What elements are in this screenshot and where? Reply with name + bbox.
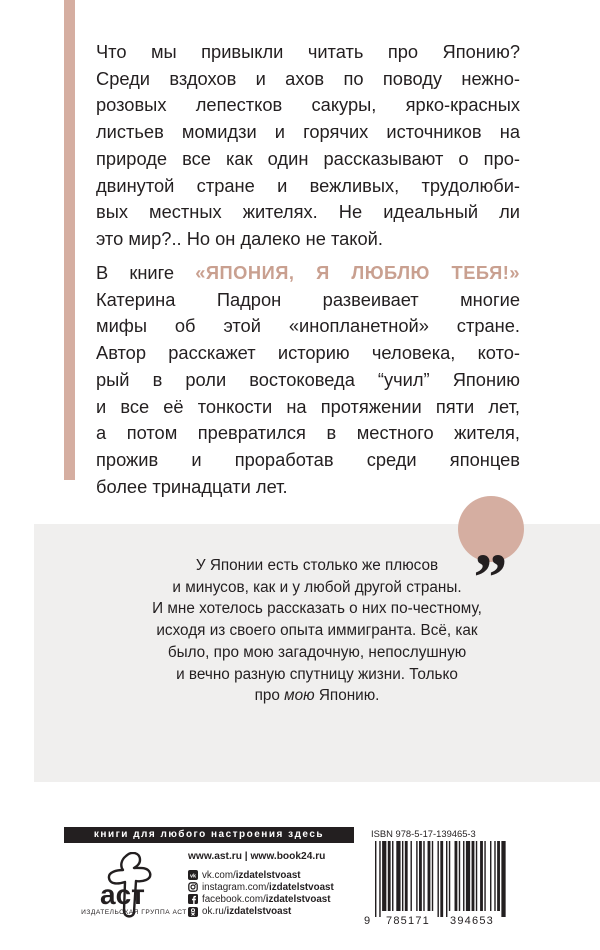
text-line: Среди вздохов и ахов по поводу нежно-	[96, 67, 520, 89]
text-line: рый в роли востоковеда “учил” Японию	[96, 368, 520, 390]
barcode-bar	[375, 841, 376, 917]
social-link-vk[interactable]	[188, 869, 334, 881]
barcode-bar	[411, 841, 412, 911]
text-line: природе все как один рассказывают о про-	[96, 147, 520, 169]
instagram-icon	[188, 882, 198, 892]
quote-line	[34, 685, 600, 707]
barcode-bar	[466, 841, 470, 911]
link-prefix: facebook.com/	[202, 893, 266, 905]
barcode-digits-right: 394653	[450, 915, 494, 926]
barcode-bar	[432, 841, 433, 911]
text-line: а потом превратился в местного жителя,	[96, 422, 520, 444]
barcode-bar	[428, 841, 431, 911]
barcode-bar	[494, 841, 495, 911]
text-line: Катерина Падрон развеивает многие	[96, 288, 520, 310]
barcode-bar	[405, 841, 408, 911]
text-line: вых местных жителях. Не идеальный ли	[96, 201, 520, 223]
text-line: это мир?.. Но он далеко не такой.	[96, 227, 383, 249]
text-line: двинутой стране и вежливых, трудолюби-	[96, 174, 520, 196]
text-line	[96, 260, 520, 287]
quote-line: У Японии есть столько же плюсов	[195, 557, 439, 574]
barcode-digits-left: 785171	[386, 915, 430, 926]
ok-icon	[188, 907, 198, 917]
social-link-instagram[interactable]	[188, 881, 334, 893]
barcode	[363, 839, 513, 926]
quote-line: исходя из своего опыта иммигранта. Всё, как	[156, 622, 478, 640]
barcode-bar	[480, 841, 483, 911]
barcode-bar	[392, 841, 393, 911]
barcode-bar	[463, 841, 464, 911]
publisher-slogan-banner: книги для любого настроения здесь	[64, 827, 354, 843]
barcode-bar	[446, 841, 447, 917]
social-link-ok[interactable]	[188, 906, 334, 918]
barcode-bar	[423, 841, 424, 911]
intro-paragraph	[96, 39, 520, 253]
barcode-bar	[402, 841, 403, 911]
text-line: розовых лепестков сакуры, ярко-красных	[96, 94, 520, 116]
text-fragment: Японию.	[314, 687, 380, 705]
text-fragment: В книге	[96, 262, 175, 283]
link-handle: izdatelstvoast	[265, 893, 331, 905]
emphasis: мою	[284, 687, 315, 705]
svg-text:vk: vk	[189, 873, 197, 880]
barcode-bar	[484, 841, 485, 911]
quote-line: и минусов, как и у любой другой страны.	[172, 578, 462, 596]
text-line: Что мы привыкли читать про Японию?	[96, 41, 520, 62]
barcode-digit-prefix: 9	[364, 915, 371, 926]
barcode-bar	[440, 841, 443, 917]
text-line: мифы об этой «инопланетной» стране.	[96, 315, 520, 337]
text-line: более тринадцати лет.	[96, 475, 288, 497]
barcode-bar	[388, 841, 391, 911]
barcode-bar	[437, 841, 438, 917]
link-handle: izdatelstvoast	[226, 906, 292, 918]
author-quote	[34, 555, 600, 707]
facebook-icon	[188, 894, 198, 904]
barcode-bar	[419, 841, 422, 911]
link-prefix: ok.ru/	[202, 906, 227, 918]
barcode-bar	[476, 841, 477, 911]
link-handle: izdatelstvoast	[235, 869, 301, 881]
barcode-bar	[501, 841, 505, 917]
text-line: Автор расскажет историю человека, кото-	[96, 342, 520, 364]
vk-icon	[188, 870, 198, 880]
social-link-facebook[interactable]	[188, 893, 334, 905]
social-links	[188, 869, 334, 918]
text-line: листьев момидзи и горячих источников на	[96, 121, 520, 143]
logo-text: aст	[100, 879, 145, 910]
barcode-bar	[379, 841, 380, 917]
barcode-bar	[497, 841, 500, 911]
link-prefix: vk.com/	[202, 869, 236, 881]
barcode-bar	[455, 841, 458, 911]
quote-line: И мне хотелось рассказать о них по-честному,	[152, 600, 482, 618]
publisher-group-name: ИЗДАТЕЛЬСКАЯ ГРУППА АСТ	[81, 909, 187, 916]
publisher-websites[interactable]: www.ast.ru | www.book24.ru	[188, 851, 326, 862]
quote-line: и вечно разную спутницу жизни. Только	[176, 665, 458, 683]
barcode-bar	[449, 841, 450, 911]
text-line: и все её тонкости на протяжении пяти лет,	[96, 395, 520, 417]
quote-mark-icon: „	[458, 496, 524, 562]
barcode-bar	[490, 841, 491, 911]
link-prefix: instagram.com/	[202, 881, 269, 893]
quote-line: было, про мою загадочную, непослушную	[167, 643, 467, 661]
text-fragment: про	[254, 687, 285, 705]
decorative-stripe	[64, 0, 75, 480]
description-paragraph	[96, 260, 520, 500]
link-handle: izdatelstvoast	[268, 881, 334, 893]
barcode-bar	[459, 841, 460, 911]
barcode-bar	[416, 841, 417, 911]
barcode-bar	[382, 841, 386, 911]
isbn-label: ISBN 978-5-17-139465-3	[371, 828, 476, 839]
barcode-bar	[472, 841, 475, 911]
book-title: «ЯПОНИЯ, Я ЛЮБЛЮ ТЕБЯ!»	[195, 262, 520, 283]
text-line: прожив и проработав среди японцев	[96, 448, 520, 470]
barcode-bar	[396, 841, 400, 911]
